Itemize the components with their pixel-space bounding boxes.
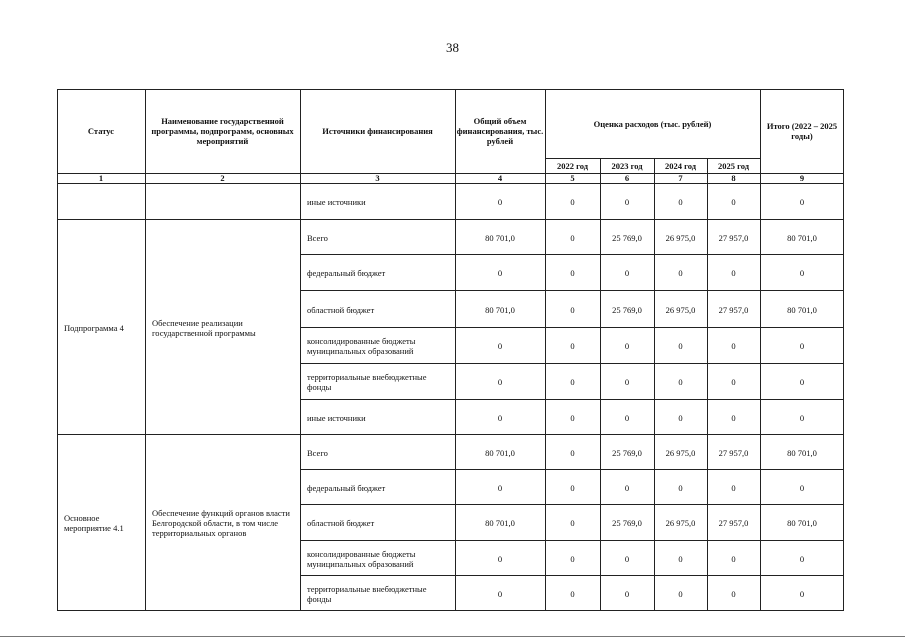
row-value: 0 xyxy=(799,377,805,387)
row-value: 0 xyxy=(678,588,683,599)
row-program-name xyxy=(145,183,300,220)
row-value: 0 xyxy=(731,412,736,423)
column-number: 5 xyxy=(570,173,575,183)
row-value: 0 xyxy=(678,412,683,423)
row-value: 0 xyxy=(497,412,503,423)
row-value: 0 xyxy=(799,196,805,207)
row-value: 0 xyxy=(497,588,503,599)
row-value: 0 xyxy=(799,412,805,423)
row-value: 0 xyxy=(731,268,736,278)
row-source: иные источники xyxy=(307,412,366,423)
row-value: 0 xyxy=(678,341,683,351)
row-source: федеральный бюджет xyxy=(307,268,386,278)
row-program-name: Обеспечение реализации государственной программы xyxy=(152,317,256,338)
row-value: 0 xyxy=(624,268,630,278)
budget-table xyxy=(57,89,844,611)
row-value: 0 xyxy=(624,196,630,207)
row-value: 26 975,0 xyxy=(665,518,696,528)
row-value: 0 xyxy=(497,482,503,493)
row-value: 0 xyxy=(678,482,683,493)
row-source: консолидированные бюджеты муниципальных образований xyxy=(307,336,416,356)
row-value: 0 xyxy=(570,553,575,564)
row-status: Подпрограмма 4 xyxy=(64,322,124,333)
row-value: 0 xyxy=(799,553,805,564)
row-source: иные источники xyxy=(307,196,366,207)
header-year: 2025 год xyxy=(717,160,750,171)
row-source: Всего xyxy=(307,232,328,243)
row-value: 0 xyxy=(570,412,575,423)
row-value: 0 xyxy=(497,341,503,351)
column-number: 7 xyxy=(678,173,683,183)
row-value: 0 xyxy=(799,588,805,599)
row-value: 0 xyxy=(570,268,575,278)
row-source: федеральный бюджет xyxy=(307,482,386,493)
header-year: 2024 год xyxy=(664,160,697,171)
header-sources: Источники финансирования xyxy=(322,126,433,136)
row-value: 0 xyxy=(799,268,805,278)
row-value: 80 701,0 xyxy=(485,518,515,528)
row-value: 0 xyxy=(731,196,736,207)
header-year: 2022 год xyxy=(556,160,589,171)
row-value: 0 xyxy=(678,553,683,564)
row-value: 0 xyxy=(497,377,503,387)
column-number: 6 xyxy=(624,173,630,183)
row-value: 0 xyxy=(624,482,630,493)
row-value: 25 769,0 xyxy=(612,304,642,315)
header-program-name: Наименование государственной программы, подпрограмм, основных мероприятий xyxy=(151,116,294,146)
row-source: территориальные внебюджетные фонды xyxy=(307,372,427,392)
row-value: 80 701,0 xyxy=(787,232,817,243)
row-value: 0 xyxy=(570,304,575,315)
row-value: 0 xyxy=(678,268,683,278)
header-estimate: Оценка расходов (тыс. рублей) xyxy=(593,118,712,129)
row-value: 26 975,0 xyxy=(665,304,696,315)
row-source: территориальные внебюджетные фонды xyxy=(307,583,427,604)
row-value: 0 xyxy=(731,553,736,564)
row-value: 0 xyxy=(570,196,575,207)
page-bottom-rule xyxy=(0,636,905,637)
row-program-name: Обеспечение функций органов власти Белгородской области, в том числе территориальных органов xyxy=(152,508,290,538)
row-value: 0 xyxy=(678,377,683,387)
row-value: 80 701,0 xyxy=(485,304,515,315)
row-value: 27 957,0 xyxy=(718,304,749,315)
column-number: 3 xyxy=(375,173,380,183)
row-value: 0 xyxy=(731,377,736,387)
row-value: 0 xyxy=(731,482,736,493)
row-value: 0 xyxy=(624,412,630,423)
row-value: 25 769,0 xyxy=(612,447,642,458)
row-status xyxy=(57,183,145,220)
row-value: 27 957,0 xyxy=(718,232,749,243)
header-year: 2023 год xyxy=(611,160,643,171)
row-source: Всего xyxy=(307,447,328,458)
column-number: 8 xyxy=(731,173,736,183)
row-value: 80 701,0 xyxy=(787,518,817,528)
row-source: консолидированные бюджеты муниципальных образований xyxy=(307,548,416,569)
row-value: 0 xyxy=(799,482,805,493)
row-value: 0 xyxy=(731,341,736,351)
row-value: 0 xyxy=(678,196,683,207)
row-value: 0 xyxy=(624,377,630,387)
row-value: 27 957,0 xyxy=(718,447,749,458)
row-value: 0 xyxy=(570,482,575,493)
row-value: 0 xyxy=(570,518,575,528)
row-source: областной бюджет xyxy=(307,518,375,528)
header-itogo: Итого (2022 – 2025 годы) xyxy=(766,121,838,141)
row-value: 26 975,0 xyxy=(665,232,696,243)
column-number: 9 xyxy=(799,173,805,183)
column-number: 4 xyxy=(497,173,503,183)
row-value: 0 xyxy=(570,377,575,387)
row-value: 0 xyxy=(570,341,575,351)
row-value: 0 xyxy=(570,447,575,458)
row-value: 0 xyxy=(570,232,575,243)
row-value: 25 769,0 xyxy=(612,232,642,243)
row-value: 26 975,0 xyxy=(665,447,696,458)
row-value: 80 701,0 xyxy=(787,447,817,458)
column-number: 2 xyxy=(220,173,225,183)
row-value: 0 xyxy=(799,341,805,351)
row-value: 80 701,0 xyxy=(787,304,817,315)
row-value: 0 xyxy=(731,588,736,599)
column-number: 1 xyxy=(98,173,104,183)
row-value: 27 957,0 xyxy=(718,518,749,528)
page-number: 38 xyxy=(446,40,459,55)
row-value: 80 701,0 xyxy=(485,232,515,243)
header-total-volume: Общий объем финансирования, тыс. рублей xyxy=(456,116,544,146)
row-value: 0 xyxy=(624,341,630,351)
row-status: Основное мероприятие 4.1 xyxy=(64,513,124,533)
header-status: Статус xyxy=(87,126,115,136)
row-value: 0 xyxy=(624,553,630,564)
row-source: областной бюджет xyxy=(307,304,375,315)
row-value: 0 xyxy=(624,588,630,599)
row-value: 80 701,0 xyxy=(485,447,515,458)
row-value: 25 769,0 xyxy=(612,518,642,528)
row-value: 0 xyxy=(497,553,503,564)
row-value: 0 xyxy=(570,588,575,599)
row-value: 0 xyxy=(497,268,503,278)
row-value: 0 xyxy=(497,196,503,207)
